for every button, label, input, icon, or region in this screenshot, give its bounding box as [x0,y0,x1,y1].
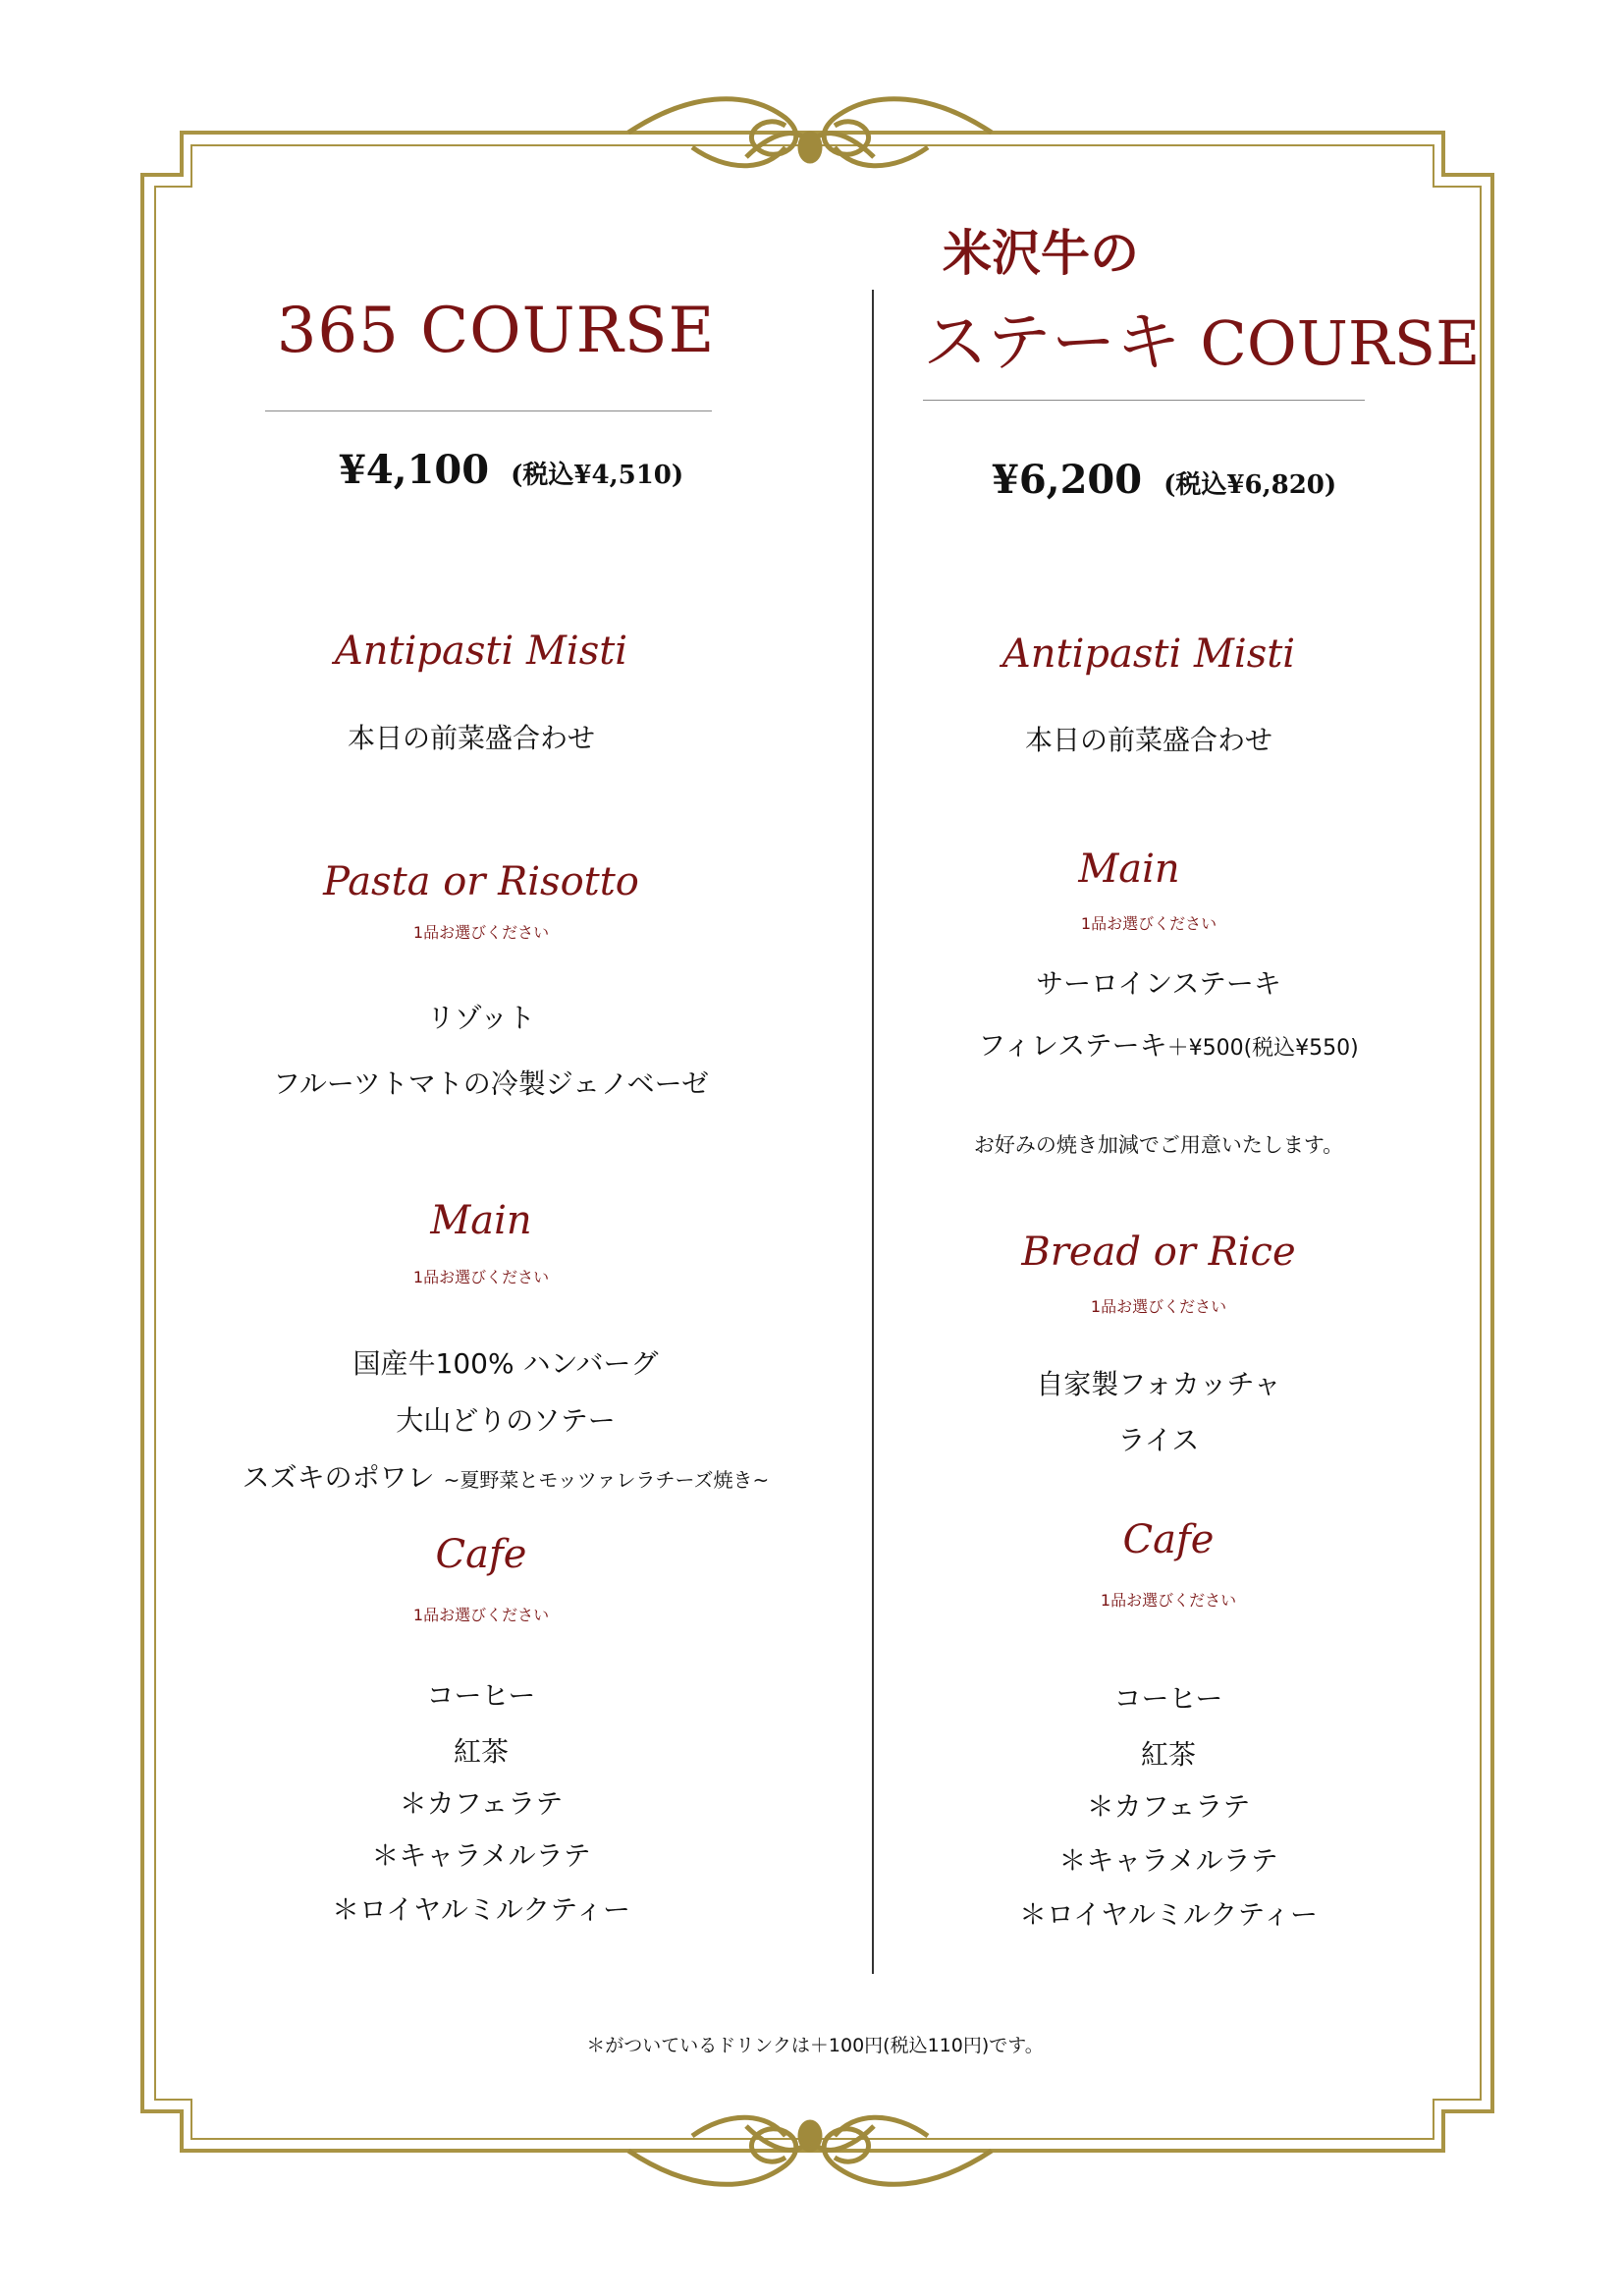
left-main-item-1: 国産牛100% ハンバーグ [352,1347,659,1380]
right-course-title-line1: 米沢牛の [943,225,1139,282]
footer-note: ＊がついているドリンクは＋100円(税込110円)です。 [586,2035,1044,2056]
left-main-note: 1品お選びください [412,1268,550,1286]
right-cafe-item-4: ＊キャラメルラテ [1058,1844,1278,1877]
left-course-title: 365 COURSE [276,295,716,367]
right-main-info: お好みの焼き加減でご用意いたします。 [973,1133,1344,1157]
left-pasta-item-2: フルーツトマトの冷製ジェノベーゼ [272,1067,710,1100]
left-price [339,447,683,493]
left-antipasti-title: Antipasti Misti [334,629,628,674]
left-pasta-title: Pasta or Risotto [323,859,639,904]
right-price-tax: (税込¥6,820) [1163,470,1337,500]
right-bread-note: 1品お選びください [1090,1297,1227,1316]
left-cafe-item-5: ＊ロイヤルミルクティー [331,1893,631,1926]
left-main-item-3 [196,1456,815,1496]
right-main-item-2-extra: ＋¥500(税込¥550) [1166,1036,1359,1061]
right-main-item-2-name: フィレステーキ [978,1029,1167,1062]
right-price-value: ¥6,200 [992,457,1143,503]
left-main-item-2: 大山どりのソテー [396,1404,616,1437]
left-cafe-note: 1品お選びください [412,1606,550,1624]
right-main-title: Main [1078,847,1180,892]
left-title-rule [265,410,712,411]
right-cafe-title: Cafe [1122,1517,1215,1562]
right-price [992,457,1336,503]
right-cafe-item-5: ＊ロイヤルミルクティー [1018,1898,1319,1931]
left-cafe-item-1: コーヒー [426,1679,536,1712]
right-cafe-item-2: 紅茶 [1140,1738,1196,1771]
left-price-value: ¥4,100 [339,447,490,493]
right-bread-item-2: ライス [1117,1424,1200,1456]
left-price-tax: (税込¥4,510) [511,461,684,490]
right-cafe-item-3: ＊カフェラテ [1086,1790,1251,1823]
left-cafe-item-3: ＊カフェラテ [399,1787,564,1820]
right-cafe-note: 1品お選びください [1100,1591,1237,1610]
left-cafe-item-2: 紅茶 [453,1735,509,1768]
left-main-item-3-name: スズキのポワレ [242,1461,435,1494]
right-title-rule [923,400,1365,401]
left-main-item-3-sub: ~夏野菜とモッツァレラチーズ焼き~ [443,1468,770,1492]
right-main-note: 1品お選びください [1080,914,1217,933]
left-pasta-item-1: リゾット [426,1002,536,1034]
right-main-item-2 [923,1024,1414,1064]
left-main-title: Main [430,1198,532,1243]
left-cafe-item-4: ＊キャラメルラテ [371,1839,591,1872]
right-main-item-1: サーロインステーキ [1036,967,1281,1000]
left-pasta-note: 1品お選びください [412,923,550,942]
right-title-jp: ステーキ [923,304,1181,380]
right-bread-title: Bread or Rice [1021,1230,1296,1275]
right-course-title-line2 [923,290,1481,383]
right-cafe-item-1: コーヒー [1113,1682,1223,1715]
right-title-en: COURSE [1200,307,1481,379]
right-antipasti-title: Antipasti Misti [1001,631,1296,677]
column-divider [872,290,874,1974]
right-bread-item-1: 自家製フォカッチャ [1036,1368,1281,1400]
left-cafe-title: Cafe [435,1532,527,1577]
right-antipasti-item: 本日の前菜盛合わせ [1024,724,1272,756]
left-antipasti-item: 本日の前菜盛合わせ [347,722,595,754]
